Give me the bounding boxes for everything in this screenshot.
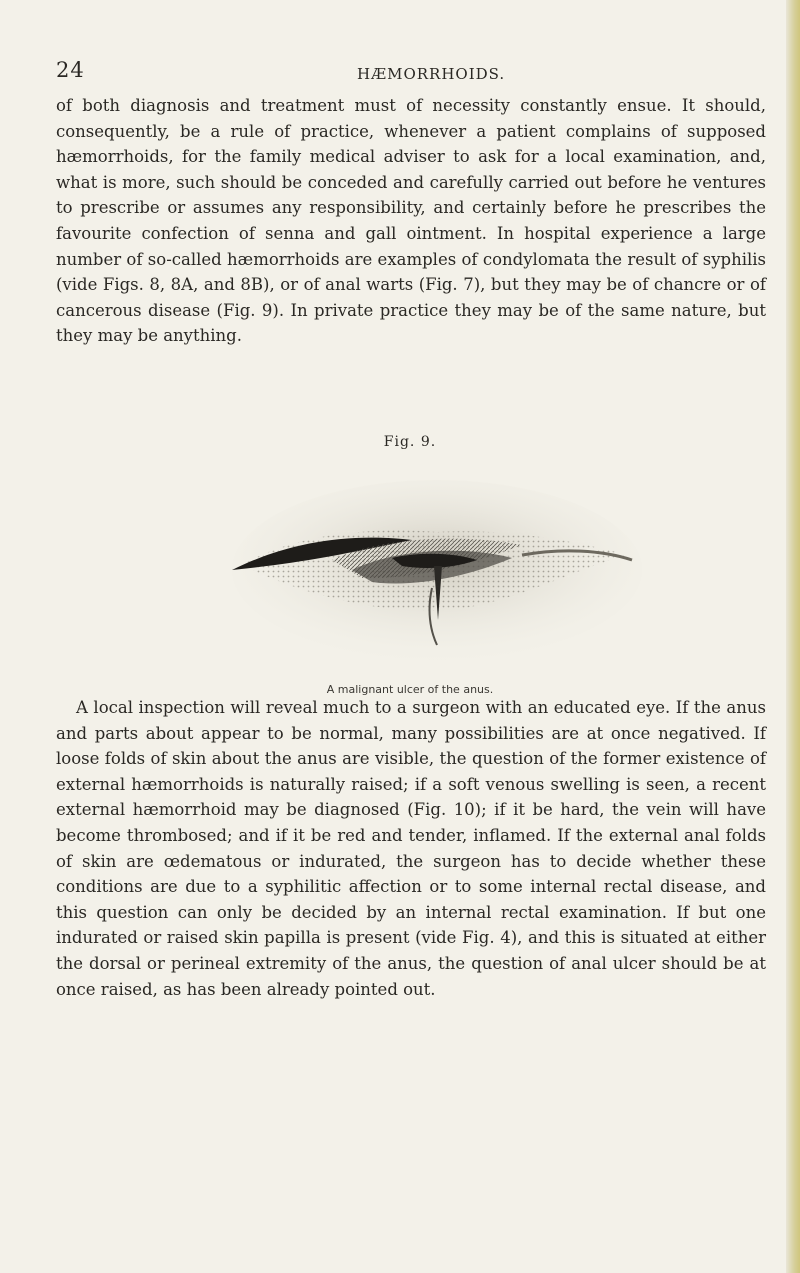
page-number: 24 [56,58,85,82]
figure-caption: A malignant ulcer of the anus. [326,683,494,696]
figure-label: Fig. 9. [383,434,437,450]
malignant-ulcer-illustration [222,470,642,670]
paragraph-1: of both diagnosis and treatment must of necessity constantly ensue. It should, consequently, be a rule of practice, whenever a patient complains of supposed hæmorrhoids, for the family medical adviser to ask for a local examination, and, what is more, such should be conceded and carefully carried out before he ventures to prescribe or assumes any responsibility, and certainly before he prescribes the favourite confection of senna and gall ointment. In hospital experience a large number of so-called hæmorrhoids are examples of condylomata the result of syphilis (vide Figs. 8, 8A, and 8B), or of anal warts (Fig. 7), but they may be of chancre or of cancerous disease (Fig. 9). In private practice they may be of the same nature, but they may be anything. [56,96,766,346]
paragraph-2: A local inspection will reveal much to a surgeon with an educated eye. If the anus and parts about appear to be normal, many possibilities are at once negatived. If loose folds of skin about the anus are visible, the question of the former existence of external hæmorrhoids is naturally raised; if a soft venous swelling is seen, a recent external hæmorrhoid may be diagnosed (Fig. 10); if it be hard, the vein will have become thrombosed; and if it be red and tender, inflamed. If the external anal folds of skin are œdematous or indurated, the surgeon has to decide whether these conditions are due to a syphilitic affection or to some internal rectal disease, and this question can only be decided by an internal rectal examination. If but one indurated or raised skin papilla is present (vide Fig. 4), and this is situated at either the dorsal or perineal extremity of the anus, the question of anal ulcer should be at once raised, as has been already pointed out. [56,698,766,999]
page-edge [786,0,800,1273]
running-head: HÆMORRHOIDS. [357,65,506,83]
